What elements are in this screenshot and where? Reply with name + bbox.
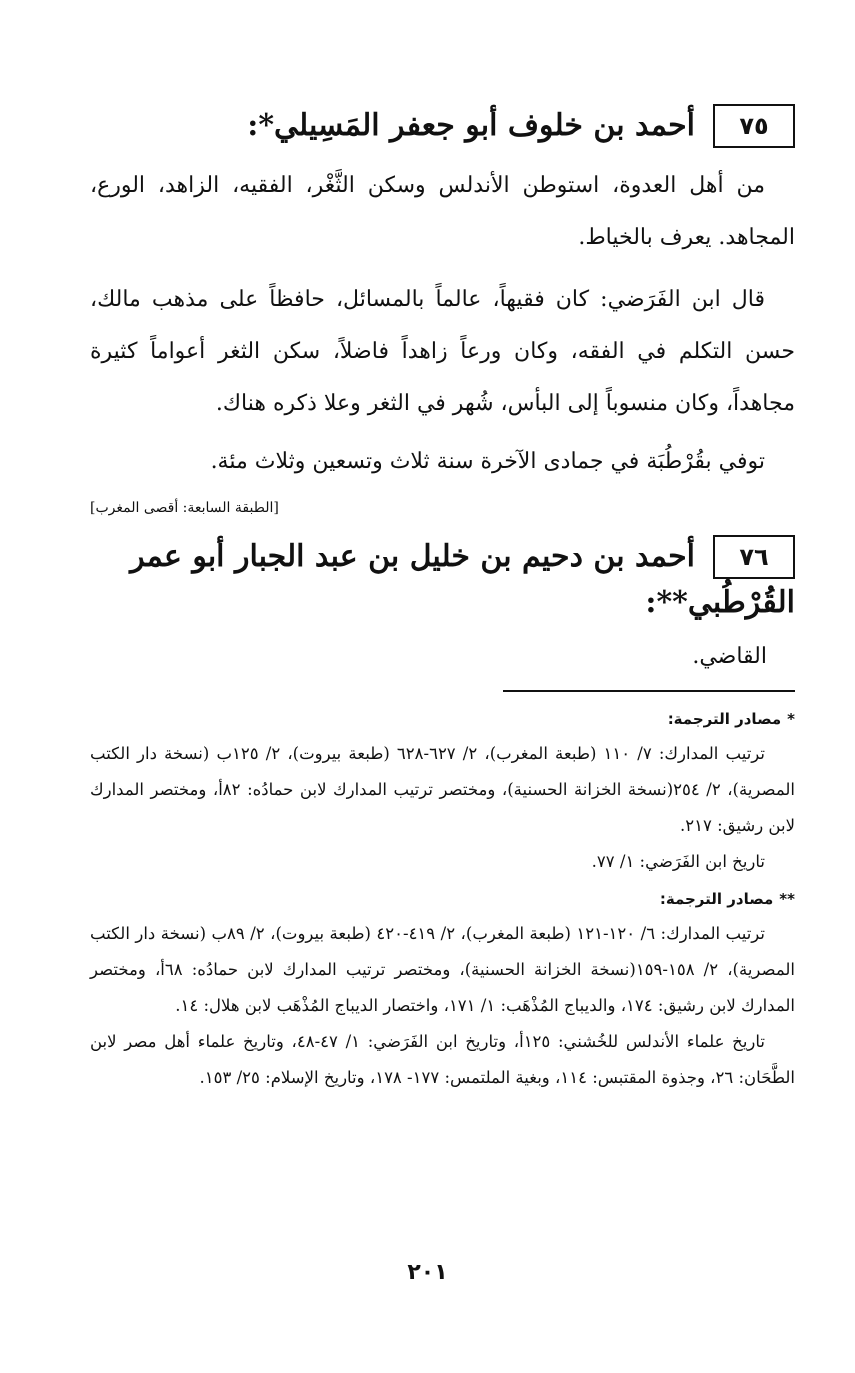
entry-title: أحمد بن دحيم بن خليل بن عبد الجبار أبو عمر — [130, 539, 695, 574]
entry-75-paragraph-1: من أهل العدوة، استوطن الأندلس وسكن الثَّغْر، الفقيه، الزاهد، الورع، المجاهد. يعرف بالخياط. — [90, 173, 795, 250]
entry-75-heading — [90, 102, 795, 150]
entry-number-box: ٧٥ — [713, 104, 795, 148]
footnote-2 — [90, 882, 795, 1096]
footnote-1 — [90, 702, 795, 880]
footnote-heading — [90, 702, 795, 736]
entry-75-paragraph-3: توفي بقُرْطُبَة في جمادى الآخرة سنة ثلاث وتسعين وثلاث مئة. — [210, 449, 765, 474]
entry-76-heading — [90, 534, 795, 580]
page-number: ٢٠١ — [407, 1260, 448, 1285]
entry-number-box: ٧٦ — [713, 535, 795, 579]
footnote-heading-text: مصادر الترجمة: — [667, 710, 782, 728]
footnote-paragraph: تاريخ علماء الأندلس للخُشني: ١٢٥أ، وتاريخ ابن الفَرَضي: ١/ ٤٧-٤٨، وتاريخ علماء أهل مصر لابن الطَّحَان: ٢٦، وجذوة المقتبس: ١١٤، وبغية الملتمس: ١٧٧- ١٧٨، وتاريخ الإسلام: ٢٥/ ١٥٣. — [90, 1032, 795, 1087]
footnote-heading-text: مصادر الترجمة: — [659, 890, 774, 908]
entry-title: أحمد بن خلوف أبو جعفر المَسِيلي*: — [247, 108, 695, 143]
footnote-paragraph: تاريخ ابن الفَرَضي: ١/ ٧٧. — [591, 852, 765, 871]
footnote-heading — [90, 882, 795, 916]
footnote-separator — [503, 690, 795, 692]
footnote-paragraph: ترتيب المدارك: ٧/ ١١٠ (طبعة المغرب)، ٢/ ٦٢٧-٦٢٨ (طبعة بيروت)، ٢/ ١٢٥ب (نسخة دار الكتب المصرية)، ٢/ ٢٥٤(نسخة الخزانة الحسنية)، ومختصر ترتيب المدارك لابن حمادُه: ٨٢أ، ومختصر المدارك لابن رشيق: ٢١٧. — [90, 744, 795, 835]
tabaqa-label: [الطبقة السابعة: أقصى المغرب] — [90, 500, 279, 516]
entry-75-paragraph-2: قال ابن الفَرَضي: كان فقيهاً، عالماً بالمسائل، حافظاً على مذهب مالك، حسن التكلم في الفقه، وكان ورعاً زاهداً فاضلاً، سكن الثغر أعواماً كثيرة مجاهداً، وكان منسوباً إلى البأس، شُهر في الثغر وعلا ذكره هناك. — [90, 287, 795, 416]
entry-76-text: القاضي. — [692, 644, 767, 669]
entry-title-continuation: القُرْطُبي**: — [645, 585, 795, 620]
footnote-marker: * — [787, 710, 795, 728]
book-page — [90, 90, 795, 1096]
footnote-marker: ** — [779, 890, 795, 908]
footnote-paragraph: ترتيب المدارك: ٦/ ١٢٠-١٢١ (طبعة المغرب)، ٢/ ٤١٩-٤٢٠ (طبعة بيروت)، ٢/ ٨٩ب (نسخة دار الكتب المصرية)، ٢/ ١٥٨-١٥٩(نسخة الخزانة الحسنية)، ومختصر ترتيب المدارك لابن حمادُه: ٦٨أ، ومختصر المدارك لابن رشيق: ١٧٤، والديباج المُذْهَب: ١/ ١٧١، واختصار الديباج المُذْهَب لابن هلال: ١٤. — [90, 924, 795, 1015]
